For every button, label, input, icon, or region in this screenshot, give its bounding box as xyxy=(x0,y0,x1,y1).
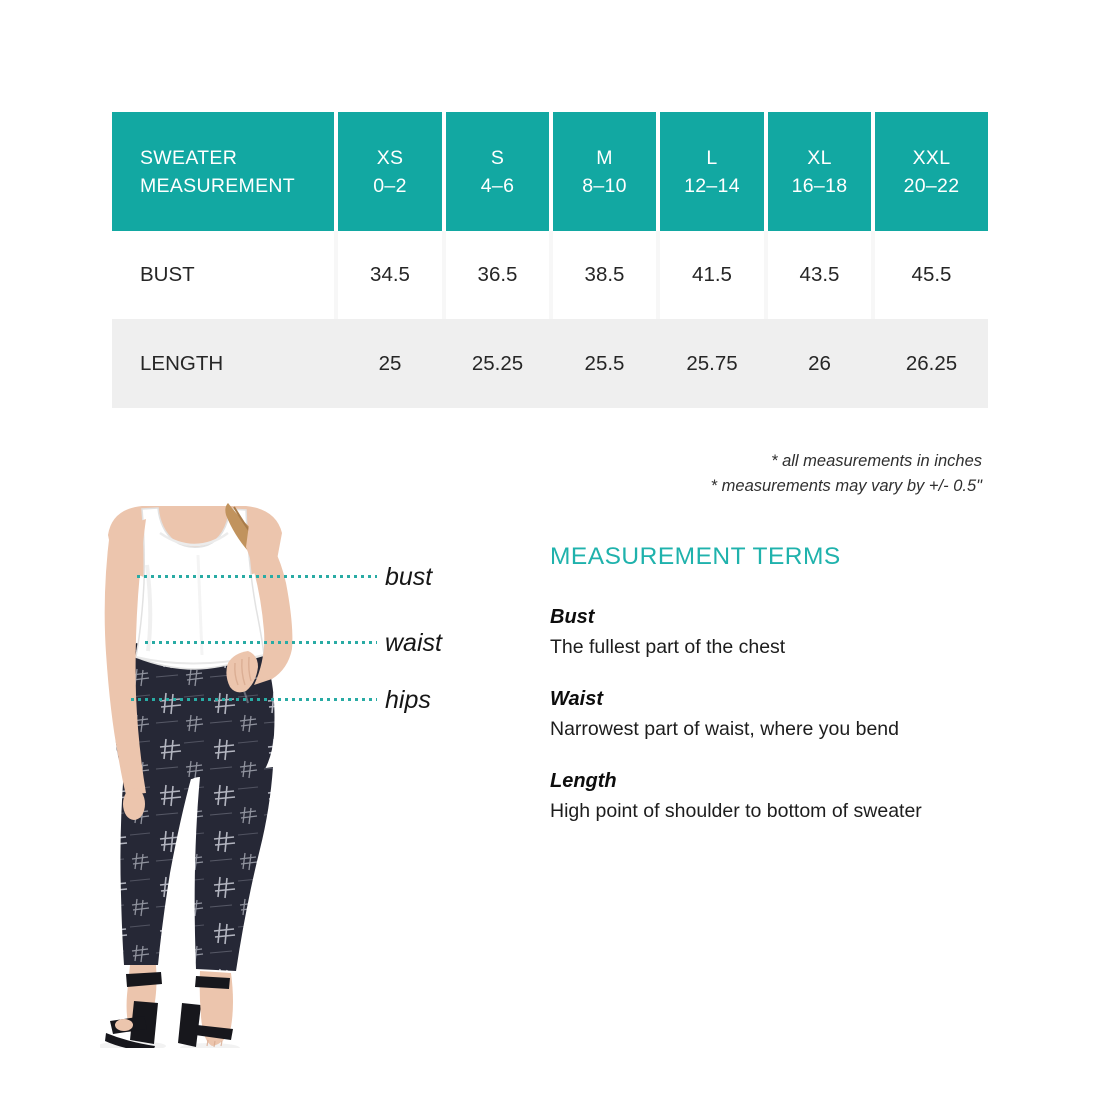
measurement-footnotes xyxy=(711,449,982,498)
footnote-tolerance: * measurements may vary by +/- 0.5" xyxy=(710,476,982,495)
model-photo xyxy=(100,503,380,1048)
table-header-title: SWEATER MEASUREMENT xyxy=(112,112,334,231)
size-range: 16–18 xyxy=(791,174,848,197)
bust-value-xxl: 45.5 xyxy=(871,231,988,319)
waist-guide-line xyxy=(145,641,377,644)
size-range: 12–14 xyxy=(684,174,740,197)
length-value-xl: 26 xyxy=(764,319,871,408)
bust-value-xl: 43.5 xyxy=(764,231,871,319)
column-header-m xyxy=(549,112,656,231)
term-waist xyxy=(550,688,1020,742)
waist-label: waist xyxy=(385,629,442,657)
bust-label: bust xyxy=(385,563,433,591)
size-name: XXL xyxy=(912,146,951,169)
column-header-l xyxy=(656,112,764,231)
right-sandal xyxy=(178,971,233,1047)
term-name: Length xyxy=(550,770,617,792)
length-value-xxl: 26.25 xyxy=(871,319,988,408)
column-header-xl xyxy=(764,112,871,231)
term-definition: High point of shoulder to bottom of sweater xyxy=(550,800,922,822)
length-value-l: 25.75 xyxy=(656,319,764,408)
size-table xyxy=(112,112,988,408)
bust-guide-line xyxy=(137,575,377,578)
length-value-xs: 25 xyxy=(334,319,442,408)
term-length xyxy=(550,770,1020,824)
term-bust xyxy=(550,606,1020,660)
left-sandal xyxy=(105,965,162,1048)
bust-value-s: 36.5 xyxy=(442,231,549,319)
column-header-s xyxy=(442,112,549,231)
column-header-xxl xyxy=(871,112,988,231)
length-value-m: 25.5 xyxy=(549,319,656,408)
row-label-bust: BUST xyxy=(112,231,334,319)
bust-value-l: 41.5 xyxy=(656,231,764,319)
size-range: 8–10 xyxy=(582,174,627,197)
term-name: Bust xyxy=(550,606,595,628)
size-name: XS xyxy=(376,146,404,169)
hips-label: hips xyxy=(385,686,431,714)
size-name: M xyxy=(596,146,613,169)
bust-value-xs: 34.5 xyxy=(334,231,442,319)
size-range: 0–2 xyxy=(373,174,407,197)
term-definition: The fullest part of the chest xyxy=(550,636,786,658)
size-name: XL xyxy=(807,146,832,169)
row-label-length: LENGTH xyxy=(112,319,334,408)
size-range: 4–6 xyxy=(480,174,515,197)
terms-heading: MEASUREMENT TERMS xyxy=(550,543,841,570)
size-name: L xyxy=(706,146,718,169)
term-name: Waist xyxy=(550,688,603,710)
term-definition: Narrowest part of waist, where you bend xyxy=(550,718,900,740)
length-value-s: 25.25 xyxy=(442,319,549,408)
column-header-xs xyxy=(334,112,442,231)
size-range: 20–22 xyxy=(903,174,960,197)
size-name: S xyxy=(490,146,505,169)
bust-value-m: 38.5 xyxy=(549,231,656,319)
measurement-terms-section xyxy=(550,543,1020,852)
hips-guide-line xyxy=(131,698,377,701)
footnote-units: * all measurements in inches xyxy=(771,452,982,470)
